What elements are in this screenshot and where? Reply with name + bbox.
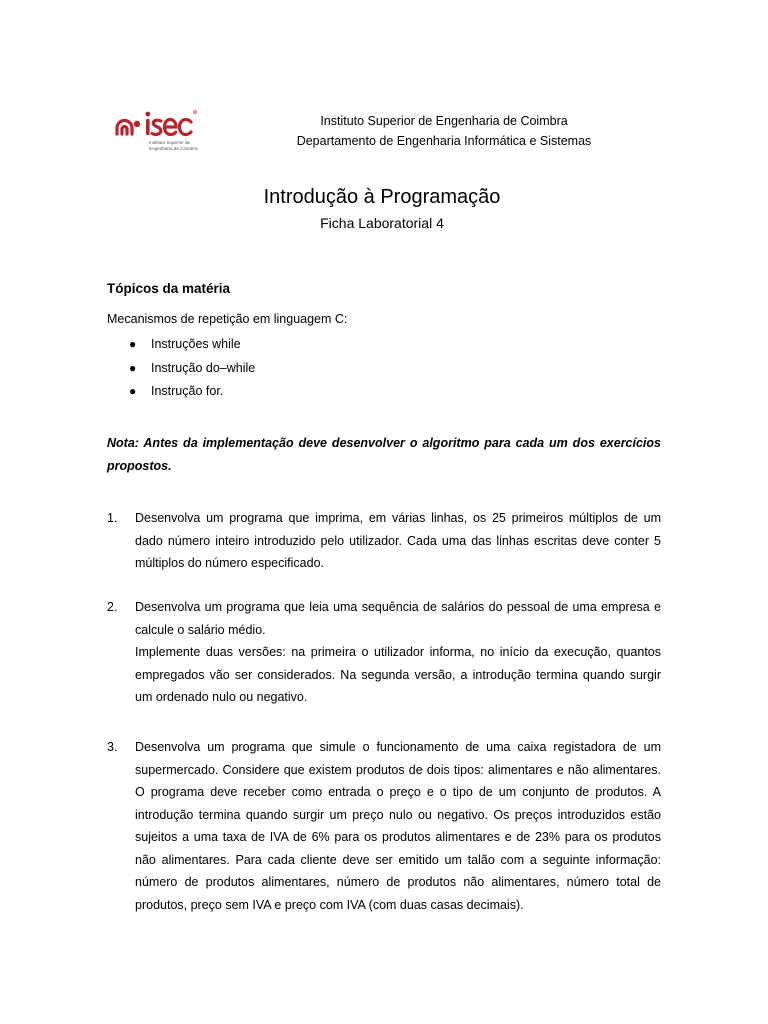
bullet-icon: ● [129,384,137,398]
exercise-body [135,736,661,916]
institution-name: Instituto Superior de Engenharia de Coimbra [320,114,568,128]
exercise-1 [107,507,661,575]
document-title: Introdução à Programação [263,186,501,208]
list-item [107,334,255,358]
logo-caption-line2: Engenharia de Coimbra [149,146,198,151]
department-name: Departamento de Engenharia Informática e Sistemas [296,134,592,148]
list-item [107,358,255,382]
topics-list [107,334,255,405]
exercise-3 [107,736,661,916]
exercise-paragraph: Desenvolva um programa que simule o funcionamento de uma caixa registadora de um supermercado. Considere que existem produtos de dois tipos: alimentares e não alimentares. O programa deve receber como entrada o preço e o tipo de um conjunto de produtos. A introdução termina quando surgir um preço nulo ou negativo. Os preços introduzidos estão sujeitos a uma taxa de IVA de 6% para os produtos alimentares e de 23% para os produtos não alimentares. Para cada cliente deve ser emitido um talão com a seguinte informação: número de produtos alimentares, número de produtos não alimentares, número total de produtos, preço sem IVA e preço com IVA (com duas casas decimais). [135,740,661,912]
document-subtitle: Ficha Laboratorial 4 [320,215,444,231]
topic-item-label: Instruções while [151,337,241,351]
exercise-number: 3. [107,740,118,754]
exercise-2 [107,596,661,709]
topics-heading: Tópicos da matéria [107,281,231,296]
topic-item-label: Instrução for. [151,384,224,398]
topics-intro: Mecanismos de repetição em linguagem C: [107,312,348,326]
logo-caption-line1: Instituto Superior de [149,140,191,145]
exercise-body [135,507,661,575]
exercise-paragraph: Desenvolva um programa que leia uma sequência de salários do pessoal de uma empresa e calcule o salário médio. [135,600,661,637]
exercise-paragraph: Desenvolva um programa que imprima, em várias linhas, os 25 primeiros múltiplos de um dado número inteiro introduzido pelo utilizador. Cada uma das linhas escritas deve conter 5 múltiplos do número especificado. [135,511,661,570]
exercise-number: 2. [107,600,118,614]
topic-item-label: Instrução do–while [151,360,256,375]
exercise-paragraph: Implemente duas versões: na primeira o utilizador informa, no início da execução, quantos empregados vão ser considerados. Na segunda versão, a introdução termina quando surgir um ordenado nulo ou negativo. [135,645,661,704]
list-item [107,381,255,405]
exercise-number: 1. [107,511,118,525]
note-paragraph: Nota: Antes da implementação deve desenvolver o algoritmo para cada um dos exercícios propostos. [107,436,661,473]
bullet-icon: ● [129,360,137,375]
exercise-body [135,596,661,709]
bullet-icon: ● [129,337,137,351]
